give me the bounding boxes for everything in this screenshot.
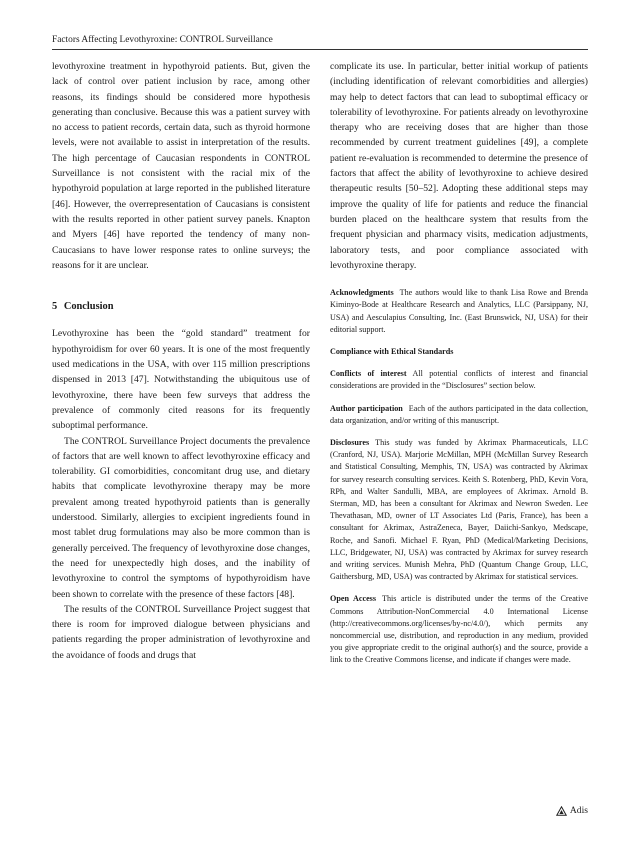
acknowledgments-text: The authors would like to thank Lisa Rowe and Brenda Kiminyo-Bode at Healthcare Research and Analytics, LLC (Parsippany, NJ, USA) and Aesculapius Consulting, Inc. (East Brunswick, NJ, USA) for their editorial support. bbox=[330, 288, 588, 334]
author-participation bbox=[330, 403, 588, 427]
section-number: 5 bbox=[52, 301, 58, 313]
section-heading bbox=[52, 299, 310, 314]
author-participation-text: Each of the authors participated in the data collection, data organization, and/or writing of this manuscript. bbox=[330, 403, 588, 425]
open-access bbox=[330, 593, 588, 666]
author-participation-label: Author participation bbox=[330, 403, 403, 413]
left-column bbox=[52, 59, 310, 663]
disclosures bbox=[330, 437, 588, 583]
conclusion-paragraph-3: The results of the CONTROL Surveillance Project suggest that there is room for improved dialogue between physicians and patients regarding the proper administration of levothyroxine and the avoidance of foods and drugs that bbox=[52, 603, 310, 661]
compliance-heading bbox=[330, 346, 588, 358]
conclusion-paragraph-1: Levothyroxine has been the “gold standard” treatment for hypothyroidism for over 60 years. It is one of the most frequently used medications in the USA, with over 115 million prescriptions dispensed in 2013 [47]. Notwithstanding the ubiquitous use of levothyroxine, there have been few surveys that address the prevalence of commonly cited reasons for its frequently suboptimal performance. bbox=[52, 328, 310, 432]
open-access-text: This article is distributed under the terms of the Creative Commons Attribution-NonCommercial 4.0 International License (http://creativecommons.org/licenses/by-nc/4.0/), which permits any noncommercial use, distribution, and reproduction in any medium, provided you give appropriate credit to the original author(s) and the source, provide a link to the Creative Commons license, and indicate if changes were made. bbox=[330, 594, 588, 665]
continuation-paragraph: complicate its use. In particular, better initial workup of patients (including identification of relevant comorbidities and allergies) may help to detect factors that can lead to suboptimal efficacy or tolerability of levothyroxine. For patients already on levothyroxine therapy who are receiving doses that are higher than those recommended by current treatment guidelines [49], a complete patient re-evaluation is recommended to determine the presence of factors that affect the ability of levothyroxine to achieve desired therapeutic results [50–52]. Adopting these additional steps may improve the quality of life for patients and reduce the financial burden placed on the healthcare system that results from the frequent physician and pharmacy visits, medication adjustments, laboratory tests, and poor compliance associated with levothyroxine therapy. bbox=[330, 61, 588, 271]
acknowledgments-label: Acknowledgments bbox=[330, 288, 394, 298]
conclusion-paragraph-2: The CONTROL Surveillance Project documents the prevalence of factors that are well known to affect levothyroxine efficacy and tolerability. GI comorbidities, concomitant drug use, and dietary habits that complicate levothyroxine therapy may be more prevalent among treated hypothyroid patients than is generally understood. Similarly, allergies to excipient ingredients found in most tablet drug formulations may also be more common than is generally perceived. The frequency of levothyroxine dose changes, the need for unexpectedly high doses, and the inability of levothyroxine to control the symptoms of hypothyroidism have been shown to correlate with the presence of these factors [48]. bbox=[52, 435, 310, 600]
adis-triangle-icon bbox=[556, 806, 567, 816]
open-access-label: Open Access bbox=[330, 594, 377, 604]
disclosures-label: Disclosures bbox=[330, 437, 370, 447]
header-divider bbox=[52, 49, 588, 50]
publisher-logo bbox=[556, 805, 588, 816]
conflicts-text: All potential conflicts of interest and financial considerations are provided in the “Disclosures” section below. bbox=[330, 369, 588, 391]
right-column bbox=[330, 59, 588, 677]
conflicts-of-interest bbox=[330, 368, 588, 392]
back-matter bbox=[330, 287, 588, 666]
running-header: Factors Affecting Levothyroxine: CONTROL Surveillance bbox=[52, 35, 273, 45]
compliance-heading-text: Compliance with Ethical Standards bbox=[330, 346, 454, 356]
publisher-name: Adis bbox=[569, 805, 588, 816]
conflicts-label: Conflicts of interest bbox=[330, 369, 407, 379]
section-title: Conclusion bbox=[63, 301, 114, 313]
disclosures-text: This study was funded by Akrimax Pharmaceuticals, LLC (Cranford, NJ, USA). Marjorie McMillan, MPH (McMillan Survey Research and Statistical Consulting, Memphis, TN, USA) was contracted by Akrimax for survey research consulting services. Keith S. Rotenberg, PhD, Kevin Vora, RPh, and Walter Sandulli, MBA, are employees of Akrimax. Arnold B. Sterman, MD, has been a consultant for Akrimax and Newron Sweden. Lee Thevathasan, MD, owner of LT Associates Ltd (Paris, France), has been a consultant for Akrimax, AstraZeneca, Bayer, Daiichi-Sankyo, Medscape, Roche, and Sanofi. Michael F. Ryan, PhD (Medical/Marketing Decisions, LLC, Bridgewater, NJ, USA) was contracted by Akrimax for survey research and writing services. Munish Mehra, PhD (Quantum Change Group, LLC, Gaithersburg, MD, USA) was contracted by Akrimax for statistical services. bbox=[330, 437, 588, 582]
intro-paragraph: levothyroxine treatment in hypothyroid patients. But, given the lack of control over patient inclusion by race, among other reasons, its findings should be considered more hypothesis generating than conclusive. Because this was a patient survey with no access to patient records, certain data, such as thyroid hormone levels, were not available to assist in interpretation of the results. The high percentage of Caucasian respondents in CONTROL Surveillance is not consistent with the racial mix of the hypothyroid population at large reported in the published literature [46]. However, the overrepresentation of Caucasians is consistent with the results reported in other patient survey panels. Knapton and Myers [46] have reported the tendency of many non-Caucasians to have lower response rates to online surveys; the reasons for it are unclear. bbox=[52, 61, 310, 271]
acknowledgments bbox=[330, 287, 588, 336]
